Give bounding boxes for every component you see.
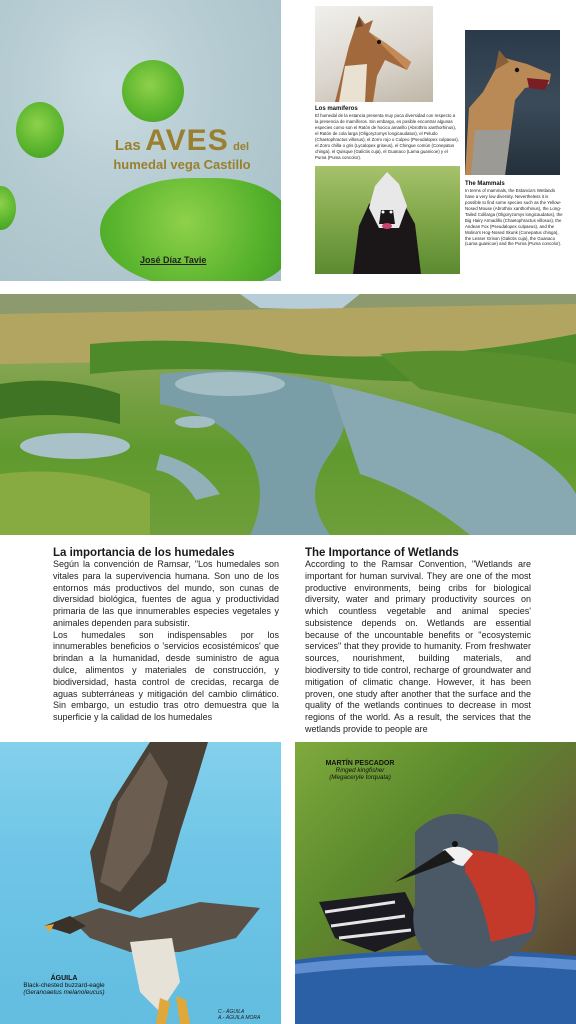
eagle-credit: C.- ÁGUILA A.- ÁGUILA MORA: [218, 1009, 261, 1021]
cover-subtitle: humedal vega Castillo: [113, 157, 251, 172]
importance-en-paragraph: According to the Ramsar Convention, "Wetlands are important for human survival. They are one of the most productive environments, being cribs for biological diversity, water and primary productivity sources on which countless vegetable and animal species' subsistence depends on. Wetlands are essential because of the uncountable benefits or "ecosystemic services" that they provide to humanity. From freshwater sources, nourishment, building materials, and biodiversity to tide control, recharge of groundwater and mitigation of climatic change. However, it has been proven, one study after another that the surface and the quality of the wetlands continues to decrease in most regions of the world. As a result, the services that the wetlands provide to people are: [305, 559, 531, 734]
wetland-aerial-photo: [0, 294, 576, 535]
skunk-photo: [315, 166, 460, 274]
wetland-island: [122, 60, 184, 122]
kingfisher-name: MARTÍN PESCADOR: [325, 760, 395, 767]
mammals-section: [293, 0, 576, 281]
wetland-island: [100, 178, 281, 281]
eagle-common-name: Black-chested buzzard-eagle: [23, 982, 105, 989]
mammals-en-title: The Mammals: [465, 181, 505, 187]
eagle-scientific-name: (Geranoaetus melanoleucus): [23, 989, 105, 996]
book-cover: [0, 0, 281, 281]
eagle-caption: [14, 975, 114, 996]
mammals-en-text: In terms of mammals, the Estancia's Wetlands have a very low diversity. Nevertheless it is possible to find some species such as the Yellow-Nosed Mouse (Abrothrix xanthorhinus), the Long-Tailed Colilarga (Oligoryzomys longicaudatus), the Big Hairy Armadillo (Chaetophractus villosus), the Andean Fox (Pseudalopex culpaeus), and the Molina's Hog-Nosed Skunk (Conepatus chinga), the Lesser Grison (Galictis cuja), the Guanaco (Lama guanicoe) and the Puma (Puma concolor).: [465, 188, 563, 247]
mammals-es-text: El humedal de la estancia presenta muy poca diversidad con respecto a la presencia de mamíferos. Sin embargo, es posible encontrar algunas especies como son el Ratón de hocico amarillo (Abrothrix xanthorhinus), el Ratón de cola larga (Oligoryzomys longicaudatus), el Peludo (Chaetophractus villosus), el Zorro rojo o Culpeo (Pseudalopex culpaeus), el Zorro chilla o gris (Lycalopex griseus), el Chingue común (Conepatus chinga), el Quisque (Galictis cuja), el Guanaco (Lama guanicoe) y el Puma (Puma concolor).: [315, 113, 459, 160]
kingfisher-caption: [310, 760, 410, 781]
cover-author: José Díaz Tavie: [140, 255, 207, 265]
kingfisher-common-name: Ringed kingfisher: [335, 767, 385, 774]
importance-es-title: La importancia de los humedales: [53, 547, 235, 559]
kingfisher-photo: [295, 742, 576, 1024]
importance-es-paragraph-1: Según la convención de Ramsar, "Los humedales son vitales para la supervivencia humana. Son uno de los entornos más productivos del mundo, son cunas de diversidad biológica, fuentes de agua y productividad primaria de las que innumerables especies vegetales y animales dependen para subsistir.: [53, 559, 279, 628]
eagle-name: ÁGUILA: [50, 975, 78, 982]
importance-en-title: The Importance of Wetlands: [305, 547, 459, 559]
eagle-photo: [0, 742, 281, 1024]
mammals-es-title: Los mamíferos: [315, 106, 358, 112]
importance-es-column: [53, 547, 279, 724]
kingfisher-scientific-name: (Megaceryle torquata): [329, 774, 391, 781]
importance-es-paragraph-2: Los humedales son indispensables por los innumerables beneficios o 'servicios ecosistémicos' que brindan a la humanidad, desde suministro de agua dulce, alimentos y materiales de construcción, y biodiversidad, hasta control de crecidas, recarga de aguas subterráneas y mitigación del cambio climático. Sin embargo, un estudio tras otro demuestra que la superficie y la calidad de los humedales: [53, 629, 279, 723]
wetland-island: [16, 102, 64, 158]
guanaco-photo: [315, 6, 433, 102]
fox-photo: [465, 30, 560, 175]
importance-en-column: [305, 547, 531, 736]
cover-title: Las AVES del humedal vega Castillo: [92, 126, 272, 171]
wetland-island: [0, 186, 16, 230]
